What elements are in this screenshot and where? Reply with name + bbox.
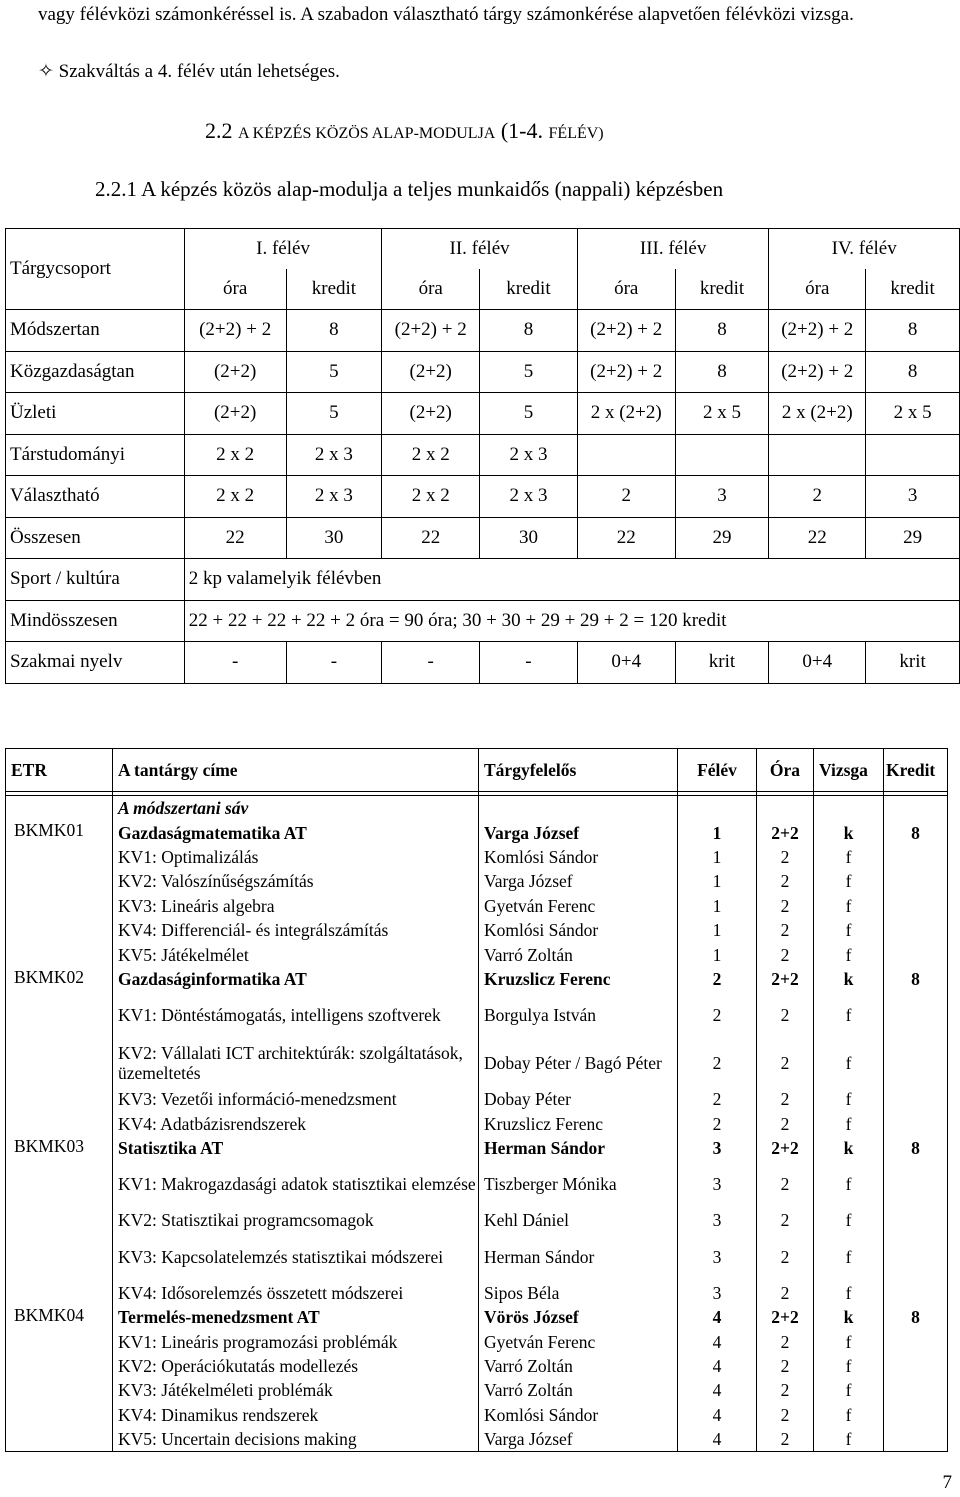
section-title-end: FÉLÉV) [548,125,604,142]
course-row [6,1112,948,1136]
course-etr [6,1160,113,1208]
table-cell: - [382,642,480,684]
course-ora: 2 [757,1112,814,1136]
course-name: KV4: Dinamikus rendszerek [113,1403,479,1427]
course-resp: Komlósi Sándor [479,1403,678,1427]
sub-header: óra [577,269,675,310]
course-name: KV3: Játékelméleti problémák [113,1378,479,1402]
course-resp: Kruzslicz Ferenc [479,1112,678,1136]
table-cell: 3 [866,476,960,518]
table-cell: 2 x (2+2) [577,393,675,435]
course-name: Termelés-menedzsment AT [113,1305,479,1329]
header-row [6,749,948,792]
course-resp: Varró Zoltán [479,1354,678,1378]
course-name: KV3: Lineáris algebra [113,894,479,918]
course-ora: 2 [757,918,814,942]
course-sem: 3 [678,1136,757,1160]
column-header: Óra [757,749,814,792]
course-ora: 2 [757,845,814,869]
table-row [6,559,960,601]
course-resp: Kruzslicz Ferenc [479,967,678,991]
table-cell: 8 [866,310,960,352]
table-cell: 5 [480,351,578,393]
column-header: A tantárgy címe [113,749,479,792]
course-resp: Dobay Péter / Bagó Péter [479,1039,678,1087]
course-name: Statisztika AT [113,1136,479,1160]
course-kredit [884,869,948,893]
course-kredit: 8 [884,967,948,991]
course-resp: Komlósi Sándor [479,845,678,869]
table-cell: 0+4 [577,642,675,684]
course-kredit [884,1160,948,1208]
course-kredit [884,1281,948,1305]
course-vizsga: f [814,1233,884,1281]
course-ora: 2+2 [757,820,814,844]
course-kredit [884,1403,948,1427]
course-row [6,894,948,918]
course-vizsga: f [814,845,884,869]
course-sem: 3 [678,1160,757,1208]
table-cell: krit [866,642,960,684]
course-row [6,1160,948,1208]
course-etr [6,1233,113,1281]
course-sem: 1 [678,845,757,869]
table-cell: - [480,642,578,684]
table-cell: (2+2) + 2 [577,310,675,352]
course-kredit [884,918,948,942]
column-header: Vizsga [814,749,884,792]
course-name: KV3: Kapcsolatelemzés statisztikai módszerei [113,1233,479,1281]
course-name: KV2: Vállalati ICT architektúrák: szolgáltatások, üzemeltetés [113,1039,479,1087]
course-etr: BKMK01 [6,820,113,844]
course-vizsga: f [814,991,884,1039]
table-row [6,393,960,435]
course-ora: 2 [757,869,814,893]
course-sem: 1 [678,942,757,966]
section-title-main: A KÉPZÉS KÖZÖS ALAP-MODULJA [238,125,496,142]
sub-header: kredit [866,269,960,310]
table-cell: 2 x 3 [286,476,382,518]
course-etr [6,1281,113,1305]
sub-header: kredit [286,269,382,310]
course-vizsga: f [814,1281,884,1305]
credit-summary-table [5,228,960,684]
course-resp: Tiszberger Mónika [479,1160,678,1208]
course-table [5,748,948,1452]
course-etr [6,1039,113,1087]
course-name: Gazdaságinformatika AT [113,967,479,991]
course-etr [6,1427,113,1452]
course-kredit [884,1354,948,1378]
course-row [6,942,948,966]
course-vizsga: f [814,894,884,918]
table-cell: 2 x 2 [382,434,480,476]
course-name: KV1: Döntéstámogatás, intelligens szoftverek [113,991,479,1039]
row-label: Módszertan [6,310,185,352]
course-kredit: 8 [884,1305,948,1329]
course-row [6,845,948,869]
table-cell: 2 [577,476,675,518]
course-name: KV4: Adatbázisrendszerek [113,1112,479,1136]
table-row [6,600,960,642]
course-vizsga: f [814,1403,884,1427]
semester-header: III. félév [577,229,769,270]
course-ora: 2 [757,1354,814,1378]
sub-header: kredit [675,269,769,310]
course-vizsga: f [814,1354,884,1378]
course-etr [6,869,113,893]
table-cell: - [184,642,286,684]
table-cell: 2 x (2+2) [769,393,866,435]
course-kredit [884,845,948,869]
table-cell [866,434,960,476]
star-bullet-icon: ✧ [38,61,54,82]
table-cell: (2+2) + 2 [382,310,480,352]
table-cell: (2+2) [382,351,480,393]
course-row [6,869,948,893]
course-etr [6,894,113,918]
course-row [6,1233,948,1281]
course-kredit [884,1112,948,1136]
table-cell: krit [675,642,769,684]
section-title-range: (1-4. [500,118,544,143]
course-row [6,1403,948,1427]
course-row [6,1427,948,1452]
course-kredit [884,942,948,966]
section-number: 2.2 [205,118,233,143]
course-resp: Gyetván Ferenc [479,1329,678,1353]
course-row [6,1039,948,1087]
course-name: KV2: Statisztikai programcsomagok [113,1208,479,1232]
course-ora: 2+2 [757,1305,814,1329]
course-resp: Gyetván Ferenc [479,894,678,918]
course-vizsga: f [814,1039,884,1087]
column-header: Félév [678,749,757,792]
course-etr: BKMK02 [6,967,113,991]
table-cell [769,434,866,476]
course-resp: Dobay Péter [479,1087,678,1111]
course-etr [6,1087,113,1111]
table-cell: 2 x 5 [866,393,960,435]
bullet-item [38,60,340,83]
course-row [6,1281,948,1305]
column-header: ETR [6,749,113,792]
table-row [6,517,960,559]
page-number: 7 [942,1472,952,1493]
course-sem: 4 [678,1305,757,1329]
course-vizsga: f [814,918,884,942]
sub-header: óra [184,269,286,310]
course-sem: 1 [678,894,757,918]
course-etr [6,942,113,966]
course-row [6,967,948,991]
row-label: Választható [6,476,185,518]
course-ora: 2 [757,1403,814,1427]
column-header: Tárgyfelelős [479,749,678,792]
course-name: KV1: Optimalizálás [113,845,479,869]
sub-header: kredit [480,269,578,310]
table-cell: 29 [675,517,769,559]
course-resp: Herman Sándor [479,1136,678,1160]
table-cell: 2 x 2 [184,434,286,476]
course-ora: 2 [757,942,814,966]
course-sem: 2 [678,1087,757,1111]
table-cell: 8 [286,310,382,352]
course-name: KV5: Játékelmélet [113,942,479,966]
course-kredit [884,1329,948,1353]
course-name: KV4: Differenciál- és integrálszámítás [113,918,479,942]
table-cell: (2+2) [184,393,286,435]
intro-paragraph: vagy félévközi számonkéréssel is. A szabadon választható tárgy számonkérése alapvetően félévközi vizsga. [38,4,854,25]
course-kredit [884,1427,948,1452]
course-ora: 2 [757,991,814,1039]
course-sem: 1 [678,869,757,893]
table-cell: 5 [480,393,578,435]
table-cell: 5 [286,351,382,393]
course-vizsga: f [814,942,884,966]
course-sem: 1 [678,918,757,942]
course-row [6,820,948,844]
course-sem: 2 [678,991,757,1039]
course-row [6,1329,948,1353]
course-ora: 2 [757,1427,814,1452]
course-name: KV1: Makrogazdasági adatok statisztikai elemzése [113,1160,479,1208]
course-sem: 2 [678,1039,757,1087]
table-cell: 2 x 3 [480,434,578,476]
table-cell: (2+2) + 2 [577,351,675,393]
course-ora: 2 [757,1233,814,1281]
course-etr [6,1378,113,1402]
course-name: KV2: Operációkutatás modellezés [113,1354,479,1378]
course-etr [6,1112,113,1136]
course-resp: Komlósi Sándor [479,918,678,942]
sub-header: óra [769,269,866,310]
course-etr [6,918,113,942]
course-resp: Varró Zoltán [479,942,678,966]
course-resp: Varga József [479,1427,678,1452]
table-cell: 29 [866,517,960,559]
course-resp: Varga József [479,820,678,844]
course-row [6,1208,948,1232]
course-row [6,1087,948,1111]
course-name: KV1: Lineáris programozási problémák [113,1329,479,1353]
course-etr [6,1329,113,1353]
course-resp: Herman Sándor [479,1233,678,1281]
table-cell: 8 [480,310,578,352]
semester-header: IV. félév [769,229,960,270]
course-sem: 3 [678,1208,757,1232]
row-label: Sport / kultúra [6,559,185,601]
course-kredit [884,1087,948,1111]
course-kredit [884,1378,948,1402]
course-etr [6,991,113,1039]
table-cell: 2 x 3 [480,476,578,518]
row-label: Közgazdaságtan [6,351,185,393]
course-sem: 4 [678,1427,757,1452]
table-cell: 22 [382,517,480,559]
course-vizsga: k [814,967,884,991]
course-ora: 2+2 [757,967,814,991]
course-name: KV5: Uncertain decisions making [113,1427,479,1452]
table-cell [577,434,675,476]
course-row [6,1354,948,1378]
course-sem: 1 [678,820,757,844]
sport-text: 2 kp valamelyik félévben [184,559,959,601]
sub-header: óra [382,269,480,310]
course-kredit: 8 [884,820,948,844]
course-ora: 2 [757,1208,814,1232]
course-etr [6,845,113,869]
course-name: KV2: Valószínűségszámítás [113,869,479,893]
table-row [6,310,960,352]
course-resp: Vörös József [479,1305,678,1329]
row-label: Szakmai nyelv [6,642,185,684]
section-heading [205,118,604,144]
table-cell: 8 [675,351,769,393]
course-kredit: 8 [884,1136,948,1160]
column-header: Kredit [884,749,948,792]
course-resp: Kehl Dániel [479,1208,678,1232]
section-title: A módszertani sáv [113,796,479,821]
course-name: KV4: Idősorelemzés összetett módszerei [113,1281,479,1305]
table-cell: (2+2) + 2 [184,310,286,352]
course-vizsga: f [814,1329,884,1353]
table-cell: 22 [184,517,286,559]
table-cell: 22 [769,517,866,559]
course-sem: 4 [678,1354,757,1378]
course-sem: 2 [678,1112,757,1136]
course-ora: 2+2 [757,1136,814,1160]
course-sem: 3 [678,1281,757,1305]
course-ora: 2 [757,1329,814,1353]
table-cell [675,434,769,476]
course-kredit [884,1039,948,1087]
subsection-heading: 2.2.1 A képzés közös alap-modulja a teljes munkaidős (nappali) képzésben [95,177,724,201]
course-vizsga: k [814,1305,884,1329]
course-vizsga: f [814,869,884,893]
table-row [6,642,960,684]
semester-header: II. félév [382,229,578,270]
table-row [6,351,960,393]
course-row [6,1136,948,1160]
table-cell: 30 [480,517,578,559]
table-cell: 5 [286,393,382,435]
table-cell: - [286,642,382,684]
course-resp: Borgulya István [479,991,678,1039]
table-cell: (2+2) [382,393,480,435]
table-cell: (2+2) + 2 [769,310,866,352]
table-cell: 8 [675,310,769,352]
table-cell: 8 [866,351,960,393]
course-kredit [884,991,948,1039]
course-vizsga: f [814,1378,884,1402]
course-kredit [884,1233,948,1281]
section-row [6,796,948,821]
table-cell: (2+2) [184,351,286,393]
table-row [6,434,960,476]
table-cell: 2 x 3 [286,434,382,476]
course-name: KV3: Vezetői információ-menedzsment [113,1087,479,1111]
course-vizsga: f [814,1087,884,1111]
table-cell: 0+4 [769,642,866,684]
course-ora: 2 [757,1087,814,1111]
course-row [6,1378,948,1402]
tablecorner-label: Tárgycsoport [6,229,185,310]
semester-header: I. félév [184,229,382,270]
course-vizsga: f [814,1208,884,1232]
table-cell: 2 x 5 [675,393,769,435]
course-ora: 2 [757,1160,814,1208]
bullet-text: Szakváltás a 4. félév után lehetséges. [58,61,340,82]
course-resp: Sipos Béla [479,1281,678,1305]
course-ora: 2 [757,1039,814,1087]
table-cell: 2 [769,476,866,518]
table-cell: 22 [577,517,675,559]
course-ora: 2 [757,894,814,918]
course-ora: 2 [757,1281,814,1305]
row-label: Társtudományi [6,434,185,476]
table-cell: (2+2) + 2 [769,351,866,393]
course-etr [6,1208,113,1232]
course-sem: 2 [678,967,757,991]
row-label: Mindösszesen [6,600,185,642]
course-etr [6,1354,113,1378]
course-resp: Varró Zoltán [479,1378,678,1402]
row-label: Összesen [6,517,185,559]
table-cell: 2 x 2 [184,476,286,518]
course-row [6,991,948,1039]
course-sem: 4 [678,1329,757,1353]
course-row [6,918,948,942]
course-vizsga: f [814,1427,884,1452]
course-resp: Varga József [479,869,678,893]
table-cell: 3 [675,476,769,518]
course-etr: BKMK04 [6,1305,113,1329]
course-name: Gazdaságmatematika AT [113,820,479,844]
course-sem: 4 [678,1378,757,1402]
course-vizsga: k [814,1136,884,1160]
course-ora: 2 [757,1378,814,1402]
course-row [6,1305,948,1329]
table-row [6,476,960,518]
table-cell: 30 [286,517,382,559]
course-vizsga: f [814,1112,884,1136]
row-label: Üzleti [6,393,185,435]
course-vizsga: f [814,1160,884,1208]
course-sem: 4 [678,1403,757,1427]
course-etr [6,1403,113,1427]
course-sem: 3 [678,1233,757,1281]
course-vizsga: k [814,820,884,844]
total-text: 22 + 22 + 22 + 22 + 2 óra = 90 óra; 30 + 30 + 29 + 29 + 2 = 120 kredit [184,600,959,642]
course-kredit [884,1208,948,1232]
course-etr: BKMK03 [6,1136,113,1160]
table-cell: 2 x 2 [382,476,480,518]
course-kredit [884,894,948,918]
